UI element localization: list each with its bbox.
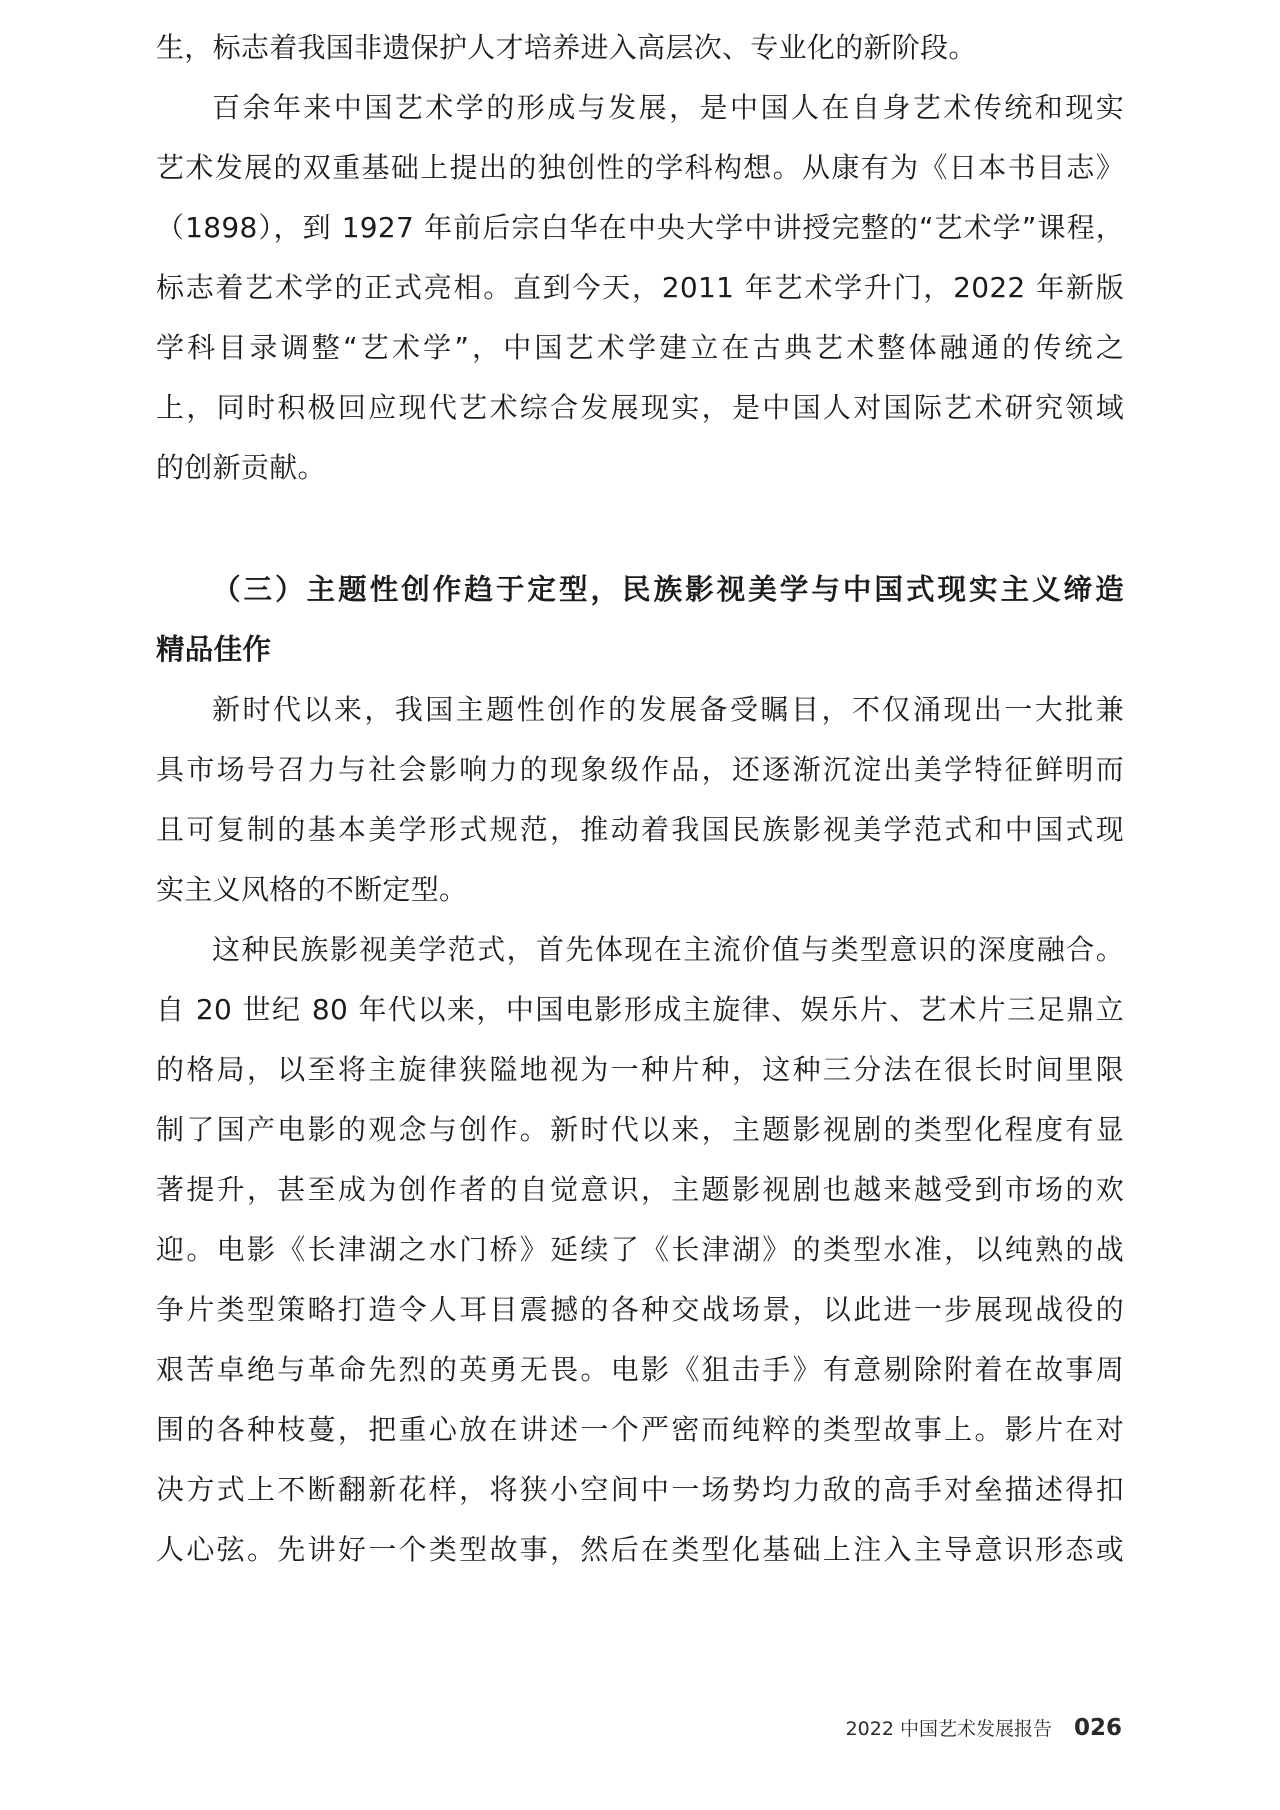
paragraph-line: 决方式上不断翻新花样，将狭小空间中一场势均力敌的高手对垒描述得扣: [156, 1473, 1124, 1506]
paragraph-line: 争片类型策略打造令人耳目震撼的各种交战场景，以此进一步展现战役的: [156, 1293, 1124, 1326]
page-number: 026: [1073, 1715, 1122, 1741]
page-footer: [846, 1708, 1122, 1748]
paragraph-line: 生，标志着我国非遗保护人才培养进入高层次、专业化的新阶段。: [156, 31, 977, 64]
paragraph-line: 人心弦。先讲好一个类型故事，然后在类型化基础上注入主导意识形态或: [156, 1533, 1124, 1566]
paragraph-line: 自 20 世纪 80 年代以来，中国电影形成主旋律、娱乐片、艺术片三足鼎立: [156, 993, 1124, 1026]
section-heading: 精品佳作: [156, 633, 272, 666]
paragraph-line: 的创新贡献。: [156, 451, 326, 484]
paragraph-line: 这种民族影视美学范式，首先体现在主流价值与类型意识的深度融合。: [212, 933, 1124, 966]
paragraph-line: （1898），到 1927 年前后宗白华在中央大学中讲授完整的“艺术学”课程，: [156, 211, 1124, 244]
paragraph-line: 制了国产电影的观念与创作。新时代以来，主题影视剧的类型化程度有显: [156, 1113, 1124, 1146]
paragraph-line: 且可复制的基本美学形式规范，推动着我国民族影视美学范式和中国式现: [156, 813, 1124, 846]
paragraph-line: 的格局，以至将主旋律狭隘地视为一种片种，这种三分法在很长时间里限: [156, 1053, 1124, 1086]
paragraph-line: 新时代以来，我国主题性创作的发展备受瞩目，不仅涌现出一大批兼: [212, 693, 1124, 726]
paragraph-line: 艰苦卓绝与革命先烈的英勇无畏。电影《狙击手》有意剔除附着在故事周: [156, 1353, 1124, 1386]
paragraph-line: 围的各种枝蔓，把重心放在讲述一个严密而纯粹的类型故事上。影片在对: [156, 1413, 1124, 1446]
report-title: 2022 中国艺术发展报告: [845, 1718, 1052, 1740]
paragraph-line: 具市场号召力与社会影响力的现象级作品，还逐渐沉淀出美学特征鲜明而: [156, 753, 1124, 786]
paragraph-line: 迎。电影《长津湖之水门桥》延续了《长津湖》的类型水准，以纯熟的战: [156, 1233, 1124, 1266]
paragraph-line: 百余年来中国艺术学的形成与发展，是中国人在自身艺术传统和现实: [212, 91, 1124, 124]
paragraph-line: 上，同时积极回应现代艺术综合发展现实，是中国人对国际艺术研究领域: [156, 391, 1124, 424]
section-heading: （三）主题性创作趋于定型，民族影视美学与中国式现实主义缔造: [212, 573, 1124, 606]
paragraph-line: 标志着艺术学的正式亮相。直到今天，2011 年艺术学升门，2022 年新版: [156, 271, 1124, 304]
paragraph-line: 著提升，甚至成为创作者的自觉意识，主题影视剧也越来越受到市场的欢: [156, 1173, 1124, 1206]
paragraph-line: 学科目录调整“艺术学”，中国艺术学建立在古典艺术整体融通的传统之: [156, 331, 1124, 364]
paragraph-line: 实主义风格的不断定型。: [156, 873, 468, 906]
paragraph-line: 艺术发展的双重基础上提出的独创性的学科构想。从康有为《日本书目志》: [156, 151, 1124, 184]
